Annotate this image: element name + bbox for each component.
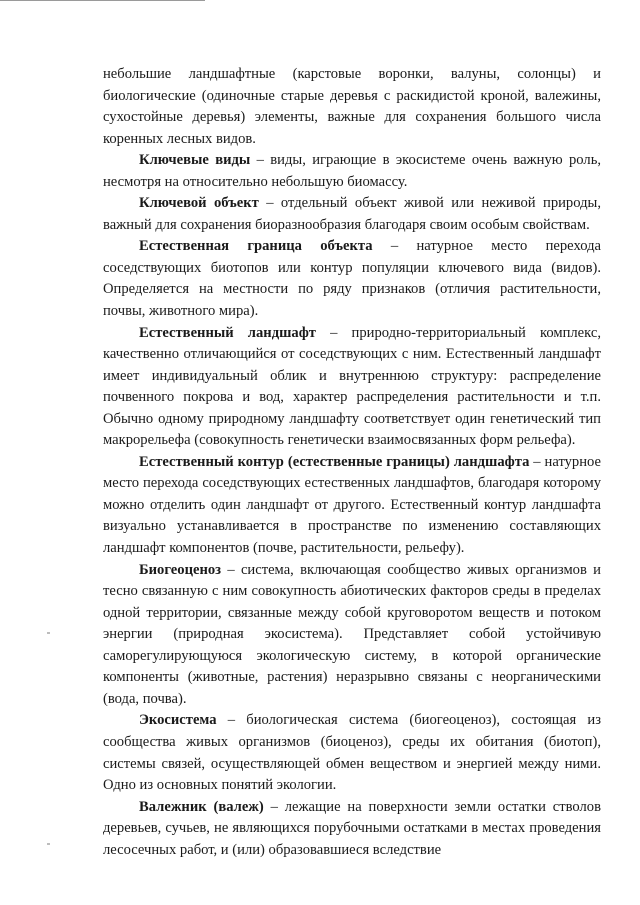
definition-term: Экосистема (139, 712, 217, 729)
top-rule (0, 0, 205, 1)
definition-text: – биологическая система (биогеоценоз), состоящая из сообщества живых организмов (биоценоз), среды их обитания (биотоп), системы связей, осуществляющей обмен веществом и энергией между ними. Одно из основных понятий экологии. (103, 712, 601, 794)
definition-text: – натурное место перехода соседствующих естественных ландшафтов, благодаря которому можно отделить один ландшафт от другого. Естественный контур ландшафта визуально устанавливается в пространстве по изменению составляющих ландшафт компонентов (почве, растительности, рельефу). (103, 453, 601, 557)
definition-biogeocenosis (103, 560, 601, 711)
definition-text: – система, включающая сообщество живых организмов и тесно связанную с ним совокупность абиотических факторов среды в пределах одной территории, связанные между собой круговоротом веществ и потоком энергии (природная экосистема). Представляет собой устойчивую саморегулирующуюся экологическую систему, в которой органические компоненты (животные, растения) неразрывно связаны с неорганическими (вода, почва). (103, 561, 601, 707)
definition-term: Ключевые виды (139, 152, 251, 169)
definition-key-species (103, 150, 601, 193)
definition-term: Естественная граница объекта (139, 238, 373, 255)
definition-text: – лежащие на поверхности земли остатки стволов деревьев, сучьев, не являющихся порубочными остатками в местах проведения лесосечных работ, и (или) образовавшиеся вследствие (103, 798, 601, 858)
definition-term: Биогеоценоз (139, 561, 222, 578)
definition-key-object (103, 193, 601, 236)
margin-mark (47, 632, 50, 634)
definition-text: – отдельный объект живой или неживой природы, важный для сохранения биоразнообразия благодаря своим особым свойствам. (103, 195, 601, 233)
definition-text: – натурное место перехода соседствующих биотопов или контур популяции ключевого вида (видов). Определяется на местности по ряду признаков (отличия растительности, почвы, животного мира). (103, 238, 601, 320)
paragraph-continuation (103, 64, 601, 150)
definition-term: Ключевой объект (139, 195, 259, 212)
definition-term: Валежник (валеж) (139, 798, 264, 815)
definition-term: Естественный контур (естественные границы) ландшафта (139, 453, 530, 470)
definition-text: – природно-территориальный комплекс, качественно отличающийся от соседствующих с ним. Естественный ландшафт имеет индивидуальный облик и внутреннюю структуру: распределение почвенного покрова и вод, характер распределения растительности и т.п. Обычно одному природному ландшафту соответствует один генетический тип макрорельефа (совокупность генетически взаимосвязанных форм рельефа). (103, 324, 601, 449)
definition-text: – виды, играющие в экосистеме очень важную роль, несмотря на относительно небольшую биомассу. (103, 152, 602, 190)
document-page (103, 64, 601, 861)
paragraph-text: небольшие ландшафтные (карстовые воронки, валуны, солонцы) и биологические (одиночные старые деревья с раскидистой кроной, валежины, сухостойные деревья) элементы, важные для сохранения большого числа коренных лесных видов. (103, 66, 601, 147)
definition-natural-landscape (103, 323, 601, 452)
definition-landscape-contour (103, 452, 601, 560)
definition-ecosystem (103, 710, 601, 796)
definition-term: Естественный ландшафт (139, 324, 316, 341)
definition-natural-boundary (103, 236, 601, 322)
definition-deadwood (103, 797, 601, 862)
margin-mark (47, 843, 50, 845)
